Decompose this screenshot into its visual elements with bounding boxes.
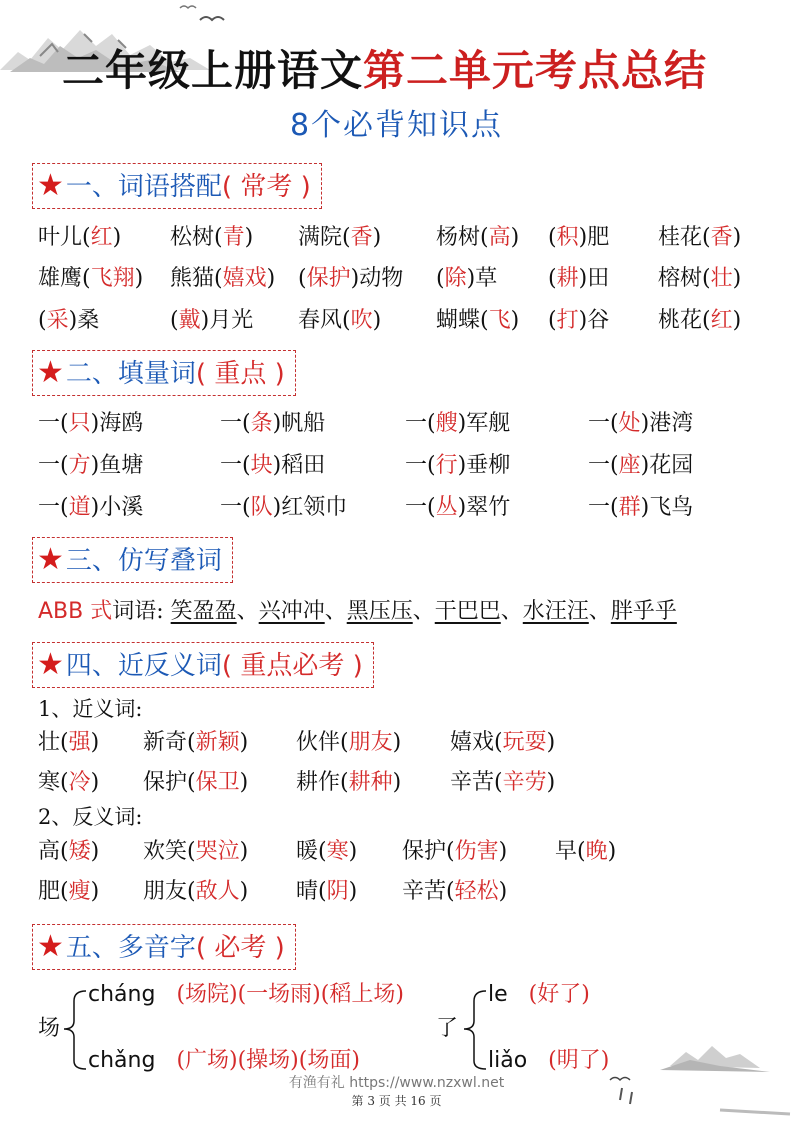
collocation-item [436, 223, 519, 253]
answer-text: 强 [68, 730, 91, 755]
measure-word-item [38, 409, 143, 439]
cell-text: 耕作( [296, 770, 349, 795]
title-part-1: 二年级上册语文 [62, 46, 364, 95]
cell-text: ) [239, 839, 249, 864]
cell-text: 朋友( [143, 879, 196, 904]
collocation-item [298, 223, 381, 253]
answer-text: 条 [250, 411, 273, 436]
antonym-item [38, 837, 99, 867]
antonym-item [402, 877, 507, 907]
collocation-item [436, 264, 497, 294]
cell-text: ) [546, 730, 556, 755]
page-number: 第 3 页 共 16 页 [351, 1094, 442, 1108]
cell-text: 一( [588, 411, 619, 436]
collocation-item [658, 306, 741, 336]
example-words: (广场)(操场)(场面) [176, 1048, 360, 1073]
answer-text: 伤害 [454, 839, 499, 864]
cell-text: )翠竹 [457, 495, 511, 520]
answer-text: 壮 [710, 266, 733, 291]
collocation-item [548, 306, 609, 336]
reduplicated-word: 水汪汪 [522, 599, 589, 624]
answer-text: 辛劳 [502, 770, 547, 795]
answer-text: 积 [556, 225, 579, 250]
cell-text: ) [90, 839, 100, 864]
answer-text: 保卫 [195, 770, 240, 795]
cell-text: 高( [38, 839, 69, 864]
cell-text: ) [732, 308, 742, 333]
cell-text: 桃花( [658, 308, 711, 333]
synonyms-title: 1、近义词: [38, 697, 143, 721]
cell-text: ) [239, 770, 249, 795]
cell-text: ) [90, 730, 100, 755]
answer-text: 冷 [68, 770, 91, 795]
page-title [62, 38, 707, 98]
section-heading-collocation [32, 163, 322, 209]
reduplicated-word: 兴冲冲 [258, 599, 325, 624]
answer-text: 玩耍 [502, 730, 547, 755]
words-label: 词语: [112, 599, 164, 624]
brace-icon [462, 985, 488, 1075]
cell-text: 一( [220, 495, 251, 520]
answer-text: 保护 [306, 266, 351, 291]
cell-text: 一( [405, 495, 436, 520]
answer-text: 飞 [488, 308, 511, 333]
answer-text: 丛 [435, 495, 458, 520]
section-heading-measure-words [32, 350, 296, 396]
measure-word-item [38, 493, 143, 523]
answer-text: 晚 [585, 839, 608, 864]
cell-text: 辛苦( [402, 879, 455, 904]
measure-word-item [38, 451, 143, 481]
cell-text: 晴( [296, 879, 327, 904]
pinyin-reading: le [488, 982, 508, 1007]
collocation-item [298, 264, 403, 294]
cell-text: 一( [405, 411, 436, 436]
answer-text: 红 [90, 225, 113, 250]
synonym-item [143, 728, 248, 758]
polyphone-line-le-1 [488, 980, 590, 1010]
answer-text: 打 [556, 308, 579, 333]
star-icon: ★ [37, 647, 64, 682]
collocation-item [38, 223, 121, 253]
measure-word-item [405, 493, 510, 523]
cell-text: ) [112, 225, 122, 250]
cell-text: ) [392, 730, 402, 755]
measure-word-item [588, 409, 693, 439]
collocation-item [658, 223, 741, 253]
synonym-item [296, 768, 401, 798]
section-note: ( 重点 ) [195, 359, 285, 389]
cell-text: )谷 [578, 308, 610, 333]
cell-text: 暖( [296, 839, 327, 864]
synonym-item [38, 768, 99, 798]
section-note: ( 常考 ) [221, 172, 311, 202]
cell-text: ) [510, 308, 520, 333]
answer-text: 只 [68, 411, 91, 436]
answer-text: 阴 [326, 879, 349, 904]
answer-text: 队 [250, 495, 273, 520]
collocation-item [548, 223, 609, 253]
cell-text: ) [90, 770, 100, 795]
collocation-item [658, 264, 741, 294]
cell-text: ) [134, 266, 144, 291]
synonym-item [450, 728, 555, 758]
pinyin-reading: cháng [88, 982, 156, 1007]
cell-text: )帆船 [272, 411, 326, 436]
example-words: (场院)(一场雨)(稻上场) [176, 982, 404, 1007]
synonym-item [38, 728, 99, 758]
antonyms-title: 2、反义词: [38, 805, 143, 829]
cell-text: 杨树( [436, 225, 489, 250]
synonym-item [450, 768, 555, 798]
synonym-item [296, 728, 401, 758]
cell-text: 新奇( [143, 730, 196, 755]
footer-watermark: 有渔有礼 https://www.nzxwl.net [288, 1075, 505, 1091]
answer-text: 瘦 [68, 879, 91, 904]
answer-text: 新颖 [195, 730, 240, 755]
cell-text: ) [392, 770, 402, 795]
section-heading-reduplication [32, 537, 233, 583]
cell-text: ) [498, 879, 508, 904]
answer-text: 红 [710, 308, 733, 333]
cell-text: 一( [588, 453, 619, 478]
answer-text: 矮 [68, 839, 91, 864]
cell-text: 熊猫( [170, 266, 223, 291]
cell-text: ) [546, 770, 556, 795]
reduplication-line [38, 597, 677, 627]
cell-text: 寒( [38, 770, 69, 795]
collocation-item [436, 306, 519, 336]
answer-text: 行 [435, 453, 458, 478]
abb-label: ABB 式 [38, 599, 113, 624]
answer-text: 采 [46, 308, 69, 333]
cell-text: 早( [555, 839, 586, 864]
cell-text: ) [239, 730, 249, 755]
cell-text: 壮( [38, 730, 69, 755]
measure-word-item [588, 451, 693, 481]
star-icon: ★ [37, 929, 64, 964]
cell-text: 一( [38, 411, 69, 436]
separator: 、 [236, 599, 259, 624]
answer-text: 艘 [435, 411, 458, 436]
collocation-item [548, 264, 609, 294]
antonym-item [143, 877, 248, 907]
section-title: 四、近反义词 [65, 651, 222, 681]
answer-text: 轻松 [454, 879, 499, 904]
cell-text: ( [298, 266, 307, 291]
collocation-item [170, 223, 253, 253]
measure-word-item [405, 451, 510, 481]
cell-text: ) [90, 879, 100, 904]
section-note: ( 必考 ) [195, 933, 285, 963]
section-title: 五、多音字 [65, 933, 196, 963]
section-note: ( 重点必考 ) [221, 651, 363, 681]
answer-text: 嬉戏 [222, 266, 267, 291]
cell-text: )动物 [350, 266, 404, 291]
cell-text: 蝴蝶( [436, 308, 489, 333]
cell-text: 保护( [143, 770, 196, 795]
polyphone-line-chang-1 [88, 980, 404, 1010]
cell-text: )垂柳 [457, 453, 511, 478]
answer-text: 敌人 [195, 879, 240, 904]
cell-text: 春风( [298, 308, 351, 333]
polyphone-char-le: 了 [436, 1016, 459, 1041]
answer-text: 道 [68, 495, 91, 520]
antonym-item [555, 837, 616, 867]
cell-text: 一( [220, 453, 251, 478]
answer-text: 座 [618, 453, 641, 478]
cell-text: 雄鹰( [38, 266, 91, 291]
cell-text: )红领巾 [272, 495, 348, 520]
cell-text: ) [732, 266, 742, 291]
cell-text: 肥( [38, 879, 69, 904]
answer-text: 耕种 [348, 770, 393, 795]
cell-text: )肥 [578, 225, 610, 250]
answer-text: 吹 [350, 308, 373, 333]
cell-text: ) [244, 225, 254, 250]
cell-text: ) [372, 308, 382, 333]
collocation-item [170, 306, 253, 336]
pinyin-reading: liǎo [488, 1048, 528, 1073]
separator: 、 [412, 599, 435, 624]
cell-text: )港湾 [640, 411, 694, 436]
separator: 、 [500, 599, 523, 624]
cell-text: 满院( [298, 225, 351, 250]
cell-text: 欢笑( [143, 839, 196, 864]
measure-word-item [220, 409, 325, 439]
cell-text: 榕树( [658, 266, 711, 291]
cell-text: ) [266, 266, 276, 291]
example-words: (明了) [548, 1048, 610, 1073]
cell-text: )军舰 [457, 411, 511, 436]
cell-text: ( [38, 308, 47, 333]
star-icon: ★ [37, 168, 64, 203]
brace-icon [62, 985, 88, 1075]
section-heading-synonyms-antonyms [32, 642, 374, 688]
cell-text: )飞鸟 [640, 495, 694, 520]
answer-text: 哭泣 [195, 839, 240, 864]
reduplicated-word: 胖乎乎 [610, 599, 677, 624]
antonym-item [38, 877, 99, 907]
answer-text: 朋友 [348, 730, 393, 755]
cell-text: 一( [38, 495, 69, 520]
answer-text: 寒 [326, 839, 349, 864]
answer-text: 香 [350, 225, 373, 250]
cell-text: 松树( [170, 225, 223, 250]
cell-text: ) [348, 839, 358, 864]
answer-text: 青 [222, 225, 245, 250]
cell-text: ) [498, 839, 508, 864]
answer-text: 群 [618, 495, 641, 520]
answer-text: 香 [710, 225, 733, 250]
synonym-item [143, 768, 248, 798]
cell-text: 辛苦( [450, 770, 503, 795]
answer-text: 飞翔 [90, 266, 135, 291]
collocation-item [38, 264, 143, 294]
answer-text: 除 [444, 266, 467, 291]
measure-word-item [405, 409, 510, 439]
reduplicated-word: 干巴巴 [434, 599, 501, 624]
pinyin-reading: chǎng [88, 1048, 156, 1073]
cell-text: 一( [220, 411, 251, 436]
antonym-item [296, 877, 357, 907]
answer-text: 戴 [178, 308, 201, 333]
cell-text: 嬉戏( [450, 730, 503, 755]
reduplication-words [171, 599, 677, 624]
example-words: (好了) [528, 982, 590, 1007]
cell-text: ( [170, 308, 179, 333]
answer-text: 方 [68, 453, 91, 478]
cell-text: 叶儿( [38, 225, 91, 250]
cell-text: )花园 [640, 453, 694, 478]
answer-text: 块 [250, 453, 273, 478]
cell-text: 桂花( [658, 225, 711, 250]
cell-text: ) [348, 879, 358, 904]
cell-text: ( [436, 266, 445, 291]
cell-text: ( [548, 225, 557, 250]
section-title: 一、词语搭配 [65, 172, 222, 202]
collocation-item [170, 264, 275, 294]
star-icon: ★ [37, 355, 64, 390]
cell-text: 一( [38, 453, 69, 478]
cell-text: 保护( [402, 839, 455, 864]
cell-text: )草 [466, 266, 498, 291]
star-icon: ★ [37, 542, 64, 577]
answer-text: 处 [618, 411, 641, 436]
cell-text: ) [239, 879, 249, 904]
cell-text: )小溪 [90, 495, 144, 520]
measure-word-item [220, 451, 325, 481]
antonym-item [296, 837, 357, 867]
section-title: 三、仿写叠词 [65, 546, 222, 576]
cell-text: )月光 [200, 308, 254, 333]
cell-text: )田 [578, 266, 610, 291]
cell-text: )海鸥 [90, 411, 144, 436]
reduplicated-word: 黑压压 [346, 599, 413, 624]
separator: 、 [588, 599, 611, 624]
cell-text: ) [732, 225, 742, 250]
cell-text: ) [372, 225, 382, 250]
cell-text: )稻田 [272, 453, 326, 478]
cell-text: ) [510, 225, 520, 250]
title-part-2: 第二单元考点总结 [363, 46, 708, 95]
collocation-item [38, 306, 99, 336]
cell-text: 一( [588, 495, 619, 520]
cell-text: 伙伴( [296, 730, 349, 755]
section-heading-polyphones [32, 924, 296, 970]
cell-text: ) [607, 839, 617, 864]
polyphone-char-chang: 场 [38, 1016, 61, 1041]
cell-text: ( [548, 266, 557, 291]
section-title: 二、填量词 [65, 359, 196, 389]
measure-word-item [220, 493, 347, 523]
cell-text: 一( [405, 453, 436, 478]
cell-text: )鱼塘 [90, 453, 144, 478]
collocation-item [298, 306, 381, 336]
page-subtitle: 8个必背知识点 [289, 108, 504, 143]
measure-word-item [588, 493, 693, 523]
antonym-item [402, 837, 507, 867]
cell-text: )桑 [68, 308, 100, 333]
cell-text: ( [548, 308, 557, 333]
separator: 、 [324, 599, 347, 624]
antonym-item [143, 837, 248, 867]
answer-text: 高 [488, 225, 511, 250]
reduplicated-word: 笑盈盈 [170, 599, 237, 624]
answer-text: 耕 [556, 266, 579, 291]
